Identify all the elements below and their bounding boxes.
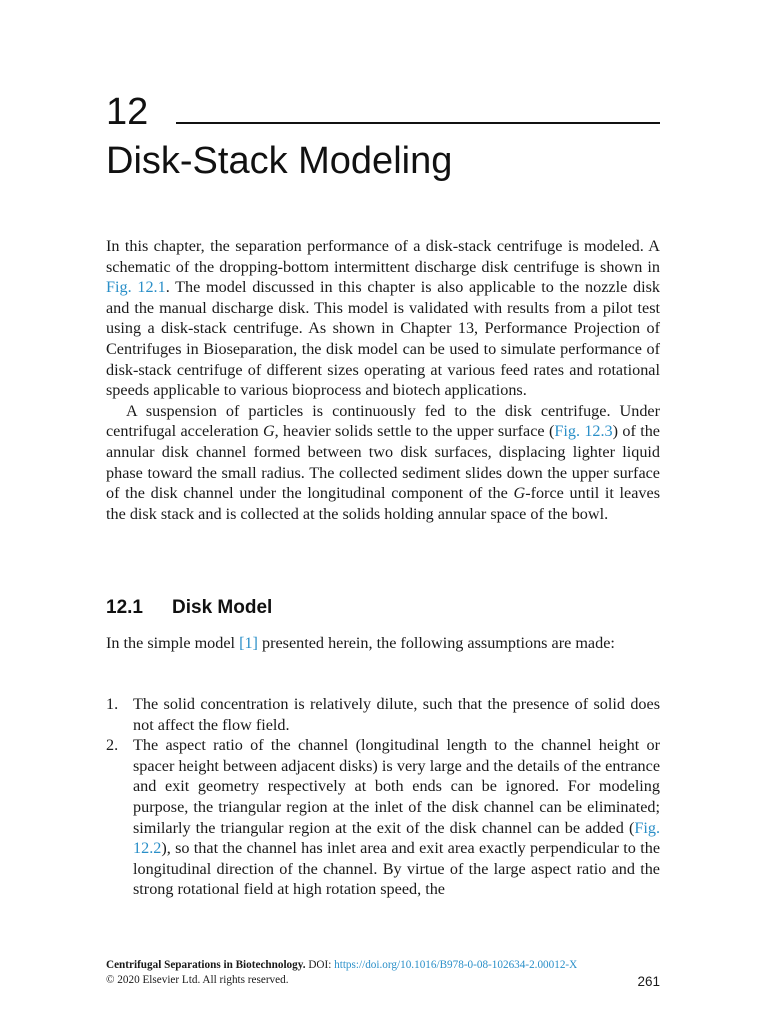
- intro-paragraph-1: In this chapter, the separation performance of a disk-stack centrifuge is modeled. A schematic of the dropping-bottom intermittent discharge disk centrifuge is shown in Fig. 12.1. The model discussed in this chapter is also applicable to the nozzle disk and the manual discharge disk. This model is validated with results from a pilot test using a disk-stack centrifuge. As shown in Chapter 13, Performance Projection of Centrifuges in Bioseparation, the disk model can be used to simulate performance of disk-stack centrifuge of different sizes operating at various feed rates and rotational speeds applicable to various bioprocess and biotech applications.: [106, 237, 660, 400]
- intro-text: [106, 236, 660, 524]
- list-item: 2. The aspect ratio of the channel (longitudinal length to the channel height or spacer height between adjacent disks) is very large and the details of the entrance and exit geometry respectively at both ends can be ignored. For modeling purpose, the triangular region at the inlet of the disk channel can be eliminated; similarly the triangular region at the exit of the disk channel can be added (Fig. 12.2), so that the channel has inlet area and exit area exactly perpendicular to the longitudinal direction of the channel. By virtue of the large aspect ratio and the strong rotational field at high rotation speed, the: [106, 736, 660, 899]
- chapter-number: 12: [106, 91, 149, 133]
- copyright: © 2020 Elsevier Ltd. All rights reserved.: [106, 974, 289, 986]
- assumption-intro: In the simple model [1] presented herein, the following assumptions are made:: [106, 634, 615, 652]
- list-item: 1. The solid concentration is relatively dilute, such that the presence of solid does not affect the flow field.: [106, 695, 660, 734]
- chapter-rule: [176, 122, 660, 124]
- chapter-title: Disk-Stack Modeling: [106, 140, 453, 182]
- figure-link-12-2[interactable]: Fig. 12.2: [133, 818, 660, 858]
- section-title: Disk Model: [172, 597, 273, 618]
- doi-label: DOI:: [308, 959, 332, 971]
- page-number: 261: [637, 974, 660, 989]
- section-heading: [106, 596, 272, 620]
- figure-link-12-3[interactable]: Fig. 12.3: [554, 422, 613, 441]
- reference-link-1[interactable]: [1]: [239, 634, 258, 652]
- section-number: 12.1: [106, 597, 143, 618]
- book-title: Centrifugal Separations in Biotechnology.: [106, 959, 306, 971]
- assumption-list: [106, 694, 660, 900]
- doi-link[interactable]: https://doi.org/10.1016/B978-0-08-102634-2.00012-X: [334, 959, 578, 971]
- figure-link-12-1[interactable]: Fig. 12.1: [106, 278, 166, 297]
- page-footer: [106, 958, 660, 988]
- intro-paragraph-2: A suspension of particles is continuously fed to the disk centrifuge. Under centrifugal acceleration G, heavier solids settle to the upper surface (Fig. 12.3) of the annular disk channel formed between two disk surfaces, displacing lighter liquid phase toward the small radius. The collected sediment slides down the upper surface of the disk channel under the longitudinal component of the G-force until it leaves the disk stack and is collected at the solids holding annular space of the bowl.: [106, 401, 660, 523]
